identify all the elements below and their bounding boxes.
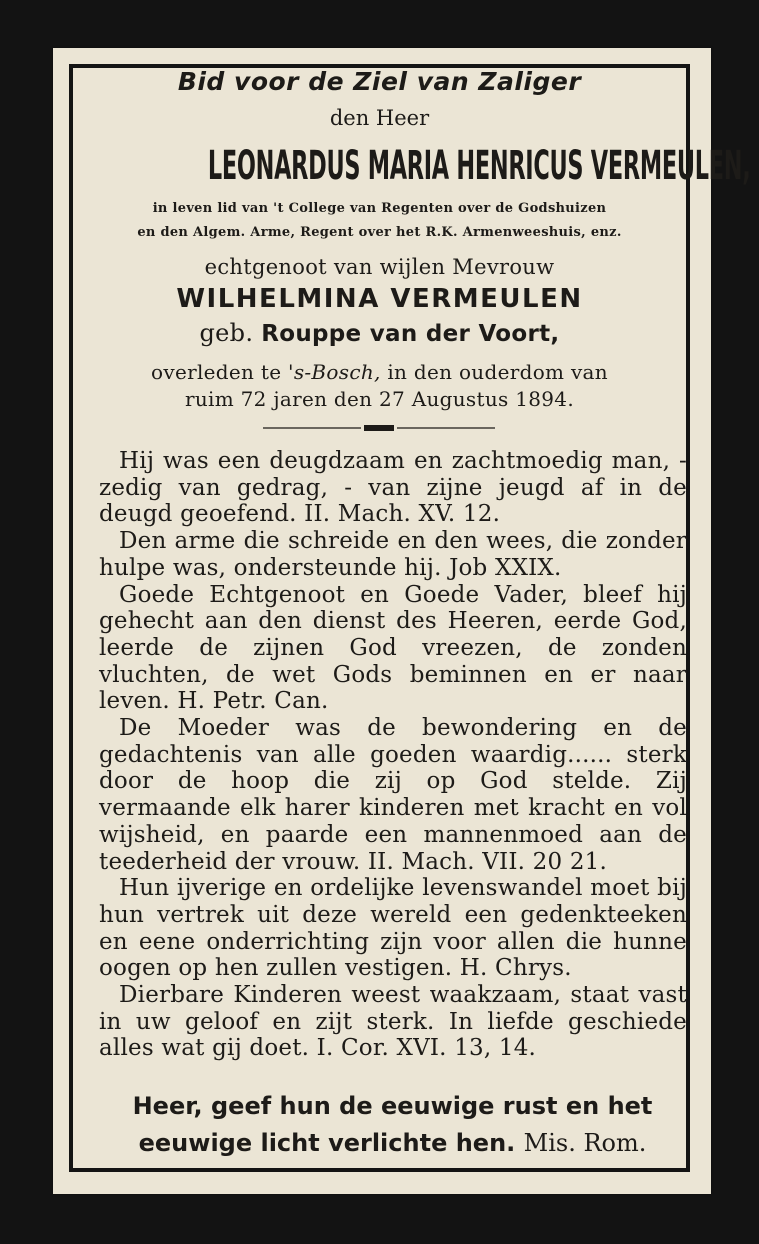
office-line-1: in leven lid van 't College van Regenten over de Godshuizen (152, 201, 607, 216)
spouse-intro: echtgenoot van wijlen Mevrouw (204, 255, 555, 279)
spouse-born-prefix: geb. (199, 319, 254, 347)
paragraph: Hij was een deugdzaam en zachtmoedig man, - zedig van gedrag, - van zijne jeugd af in de deugd geoefend. II. Mach. XV. 12. (99, 448, 687, 528)
death-line-1-start: overleden te (151, 360, 282, 384)
paragraph: Den arme die schreide en den wees, die zonder hulpe was, ondersteunde hij. Job XXIX. (99, 528, 687, 581)
office-line-2: en den Algem. Arme, Regent over het R.K. Armenweeshuis, enz. (137, 225, 622, 240)
salutation: den Heer (329, 106, 430, 130)
closing-prayer (95, 1088, 690, 1162)
header-prayer-line: Bid voor de Ziel van Zaliger (177, 67, 582, 96)
card-border-frame (69, 64, 751, 1172)
paragraph: De Moeder was de bewondering en de gedachtenis van alle goeden waardig...... sterk door de hoop die zij op God stelde. Zij vermaande elk harer kinderen met kracht en vol wijsheid, en paarde een mannenmoed aan de teederheid der vrouw. II. Mach. VII. 20 21. (99, 715, 687, 875)
death-line-1 (73, 362, 686, 382)
closing-source: Mis. Rom. (523, 1129, 647, 1157)
paragraph: Goede Echtgenoot en Goede Vader, bleef hij gehecht aan den dienst des Heeren, eerde God, leerde de zijnen God vreezen, de zonden vluchten, de wet Gods beminnen en er naar leven. H. Petr. Can. (99, 581, 687, 715)
spouse-name: WILHELMINA VERMEULEN (176, 284, 583, 314)
death-place: 's-Bosch, (288, 360, 381, 384)
paragraph: Dierbare Kinderen weest waakzaam, staat vast in uw geloof en zijt sterk. In liefde geschiede alles wat gij doet. I. Cor. XVI. 13, 14. (99, 982, 687, 1062)
paragraph: Hun ijverige en ordelijke levenswandel moet bij hun vertrek uit deze wereld een gedenkteeken en eene onderrichting zijn voor allen die hunne oogen op hen zullen vestigen. H. Chrys. (99, 875, 687, 982)
closing-line-1: Heer, geef hun de eeuwige rust en het (132, 1092, 653, 1120)
closing-line-2 (95, 1125, 690, 1162)
body-text (99, 448, 687, 1062)
death-line-2: ruim 72 jaren den 27 Augustus 1894. (185, 387, 574, 411)
death-line-1-end: in den ouderdom van (387, 360, 608, 384)
ornamental-divider (73, 423, 686, 433)
memorial-card (53, 48, 751, 1194)
deceased-name: LEONARDUS MARIA HENRICUS VERMEULEN, (207, 143, 751, 189)
spouse-maiden-name (73, 321, 686, 346)
spouse-born-name: Rouppe van der Voort, (261, 321, 560, 347)
closing-line-2-text: eeuwige licht verlichte hen. (138, 1129, 516, 1157)
